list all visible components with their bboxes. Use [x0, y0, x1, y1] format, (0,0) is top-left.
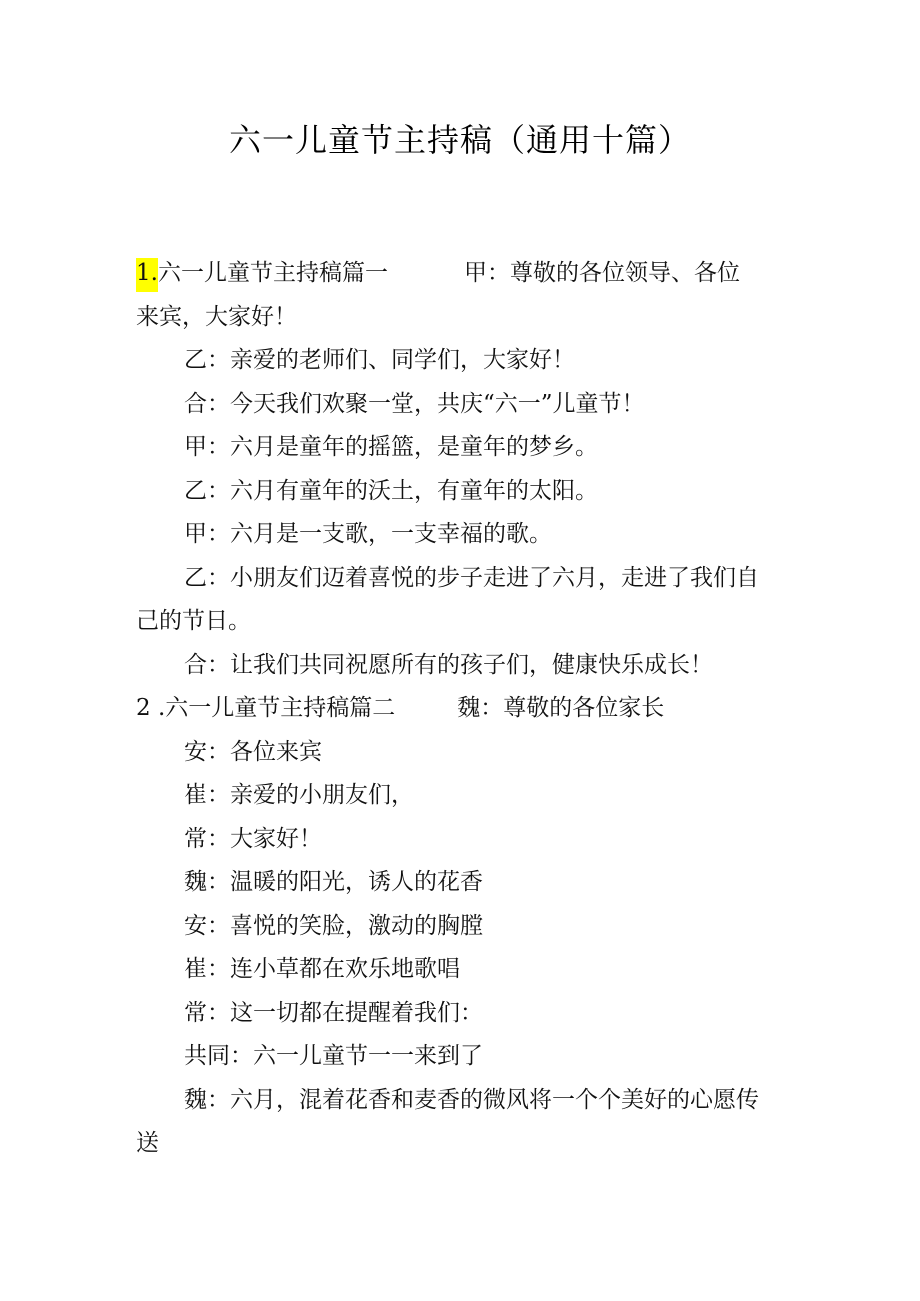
document-title: 六一儿童节主持稿（通用十篇） — [228, 121, 691, 159]
section2-line: 安：喜悦的笑脸，激动的胸膛 — [184, 912, 483, 939]
section1-line: 甲：六月是一支歌，一支幸福的歌。 — [184, 521, 552, 547]
section2-line: 魏：温暖的阳光，诱人的花香 — [184, 869, 483, 895]
section2-wrap-line: 送 — [136, 1130, 159, 1156]
section1-line: 甲：六月是童年的摇篮，是童年的梦乡。 — [184, 434, 598, 460]
section1-heading-line — [136, 252, 776, 296]
section1-line: 乙：亲爱的老师们、同学们，大家好！ — [184, 347, 575, 373]
section1-closing: 合：让我们共同祝愿所有的孩子们，健康快乐成长！ — [184, 651, 713, 678]
section2-line: 常：大家好！ — [184, 825, 322, 852]
section1-first-speech-cont: 来宾，大家好！ — [136, 303, 297, 330]
section2-first-speech: 魏：尊敬的各位家长 — [457, 695, 665, 721]
section1-heading: 六一儿童节主持稿篇一 — [157, 260, 388, 286]
section1-line: 乙：六月有童年的沃土，有童年的太阳。 — [184, 477, 598, 504]
section1-line: 乙：小朋友们迈着喜悦的步子走进了六月，走进了我们自 — [184, 564, 759, 591]
section2-line: 常：这一切都在提醒着我们： — [184, 999, 483, 1026]
section1-first-speech: 甲：尊敬的各位领导、各位 — [463, 260, 740, 286]
section1-wrap-line: 己的节日。 — [136, 608, 251, 634]
document-body — [136, 252, 776, 1166]
section2-line: 安：各位来宾 — [184, 738, 322, 765]
section1-number: 1. — [136, 258, 158, 292]
section2-line: 崔：连小草都在欢乐地歌唱 — [184, 956, 460, 982]
section2-line: 魏：六月，混着花香和麦香的微风将一个个美好的心愿传 — [184, 1086, 759, 1113]
section2-line: 共同：六一儿童节一一来到了 — [184, 1043, 483, 1069]
section2-heading-line — [136, 687, 776, 731]
section2-heading: 2 .六一儿童节主持稿篇二 — [136, 695, 396, 721]
section1-line: 合：今天我们欢聚一堂，共庆“六一”儿童节！ — [184, 390, 645, 417]
section2-line: 崔：亲爱的小朋友们， — [184, 782, 414, 808]
